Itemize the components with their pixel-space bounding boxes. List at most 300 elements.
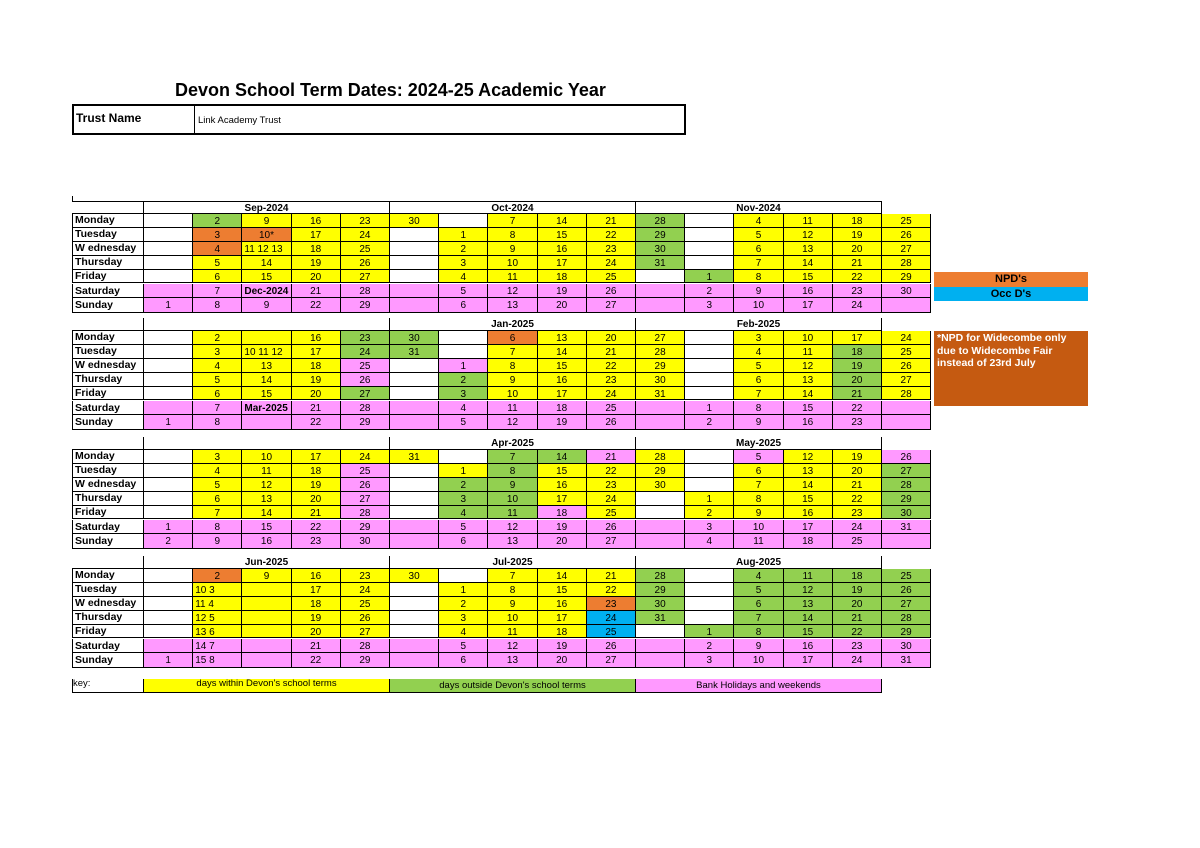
calendar-day-number: 8 [509,465,516,477]
day-label: W ednesday [72,597,144,611]
calendar-day-cell [784,506,833,520]
calendar-day-cell [833,534,882,549]
calendar-day-number: 20 [556,300,568,312]
calendar-day-cell [685,373,734,387]
calendar-day-cell [242,653,291,668]
calendar-day-cell [242,270,291,284]
day-label: W ednesday [72,359,144,373]
calendar-day-cell [390,242,439,256]
calendar-day-number: 27 [359,493,371,505]
calendar-day-cell [734,625,783,639]
calendar-day-number: 21 [310,402,322,414]
calendar-day-number: 1 [460,584,467,596]
calendar-day-number: 2 [460,479,467,491]
calendar-day-cell [193,534,242,549]
calendar-day-number: 10 [752,521,765,533]
calendar-day-number: 10 [260,452,273,463]
calendar-day-cell [488,506,537,520]
calendar-day-cell [242,534,291,549]
month-header: Jul-2025 [390,556,636,569]
calendar-day-cell [538,597,587,611]
calendar-day-cell [538,464,587,478]
calendar-day-cell [341,298,390,313]
calendar-day-number: 24 [900,333,912,344]
calendar-day-cell [488,478,537,492]
calendar-day-number: 22 [605,584,617,596]
calendar-day-number: 15 [802,493,814,505]
calendar-day-number: 11 [261,465,272,477]
calendar-day-number: 14 [556,571,568,582]
calendar-day-cell [488,359,537,373]
calendar-day-cell [390,228,439,242]
calendar-day-cell [538,387,587,401]
calendar-day-number: 11 [753,536,764,548]
calendar-day-number: 25 [359,598,371,610]
calendar-day-number: 8 [755,402,762,414]
calendar-day-cell [784,284,833,299]
calendar-day-number: 21 [851,612,863,624]
calendar-day-cell [242,298,291,313]
calendar-day-number: 14 [802,388,814,400]
calendar-day-cell [144,520,193,535]
calendar-day-cell [587,242,636,256]
calendar-day-cell [341,242,390,256]
calendar-day-number: 17 [556,257,568,269]
calendar-day-cell [242,611,291,625]
calendar-day-number: 19 [310,257,322,269]
calendar-day-number: 29 [359,521,371,533]
calendar-day-number: 25 [605,271,617,283]
calendar-day-cell [439,256,488,270]
calendar-day-number: 3 [706,521,713,533]
key-label: key: [72,679,144,693]
calendar-day-number: 19 [310,479,322,491]
calendar-day-cell [685,506,734,520]
calendar-day-number: 2 [214,333,221,344]
calendar-day-cell [784,359,833,373]
calendar-day-number: 4 [755,216,762,227]
calendar-day-number: 24 [851,655,863,667]
calendar-day-number: 24 [605,612,617,624]
calendar-day-number: 27 [900,465,912,477]
calendar-day-cell [488,298,537,313]
calendar-day-cell [685,228,734,242]
calendar-day-cell [636,387,685,401]
calendar-day-cell [734,492,783,506]
calendar-day-cell [193,242,242,256]
calendar-day-cell [193,270,242,284]
calendar-day-number: 7 [214,402,221,414]
calendar-day-number: 8 [214,521,221,533]
calendar-day-number: 26 [605,521,617,533]
calendar-day-number: 3 [460,388,467,400]
calendar-day-cell [341,270,390,284]
calendar-day-number: 14 [260,374,273,386]
calendar-day-number: 23 [605,598,617,610]
calendar-day-cell [784,534,833,549]
calendar-day-number: 28 [900,479,912,491]
calendar-day-cell [636,228,685,242]
calendar-day-cell [144,534,193,549]
calendar-day-cell [538,492,587,506]
calendar-day-cell [882,387,931,401]
calendar-day-cell [685,625,734,639]
calendar-day-number: 20 [556,536,568,548]
calendar-day-number: 20 [851,243,863,255]
calendar-day-cell [390,583,439,597]
calendar-day-cell [242,464,291,478]
calendar-day-number: 16 [310,216,322,227]
month-header: Jun-2025 [144,556,390,569]
calendar-day-cell [587,270,636,284]
calendar-day-cell [734,415,783,430]
calendar-day-cell [636,534,685,549]
calendar-day-cell [734,534,783,549]
calendar-day-cell [193,387,242,401]
calendar-day-number: 13 [802,465,814,477]
calendar-day-cell [882,256,931,270]
trust-name-label: Trust Name [76,111,142,125]
calendar-day-number: 19 [310,374,322,386]
calendar-day-number: 29 [654,229,666,241]
calendar-day-number: 2 [706,417,713,429]
calendar-day-cell [784,450,833,464]
calendar-day-number: 24 [605,257,617,269]
calendar-day-cell [193,625,242,639]
calendar-day-cell [734,345,783,359]
calendar-day-cell [882,625,931,639]
calendar-day-cell [439,387,488,401]
calendar-day-number: 19 [556,640,568,652]
calendar-day-cell [784,625,833,639]
calendar-day-number: 28 [654,571,666,582]
calendar-day-number: 1 [165,300,171,312]
calendar-day-cell [538,256,587,270]
calendar-day-cell [587,373,636,387]
calendar-day-cell [488,373,537,387]
calendar-day-number: 2 [460,374,467,386]
calendar-day-cell [390,387,439,401]
calendar-day-number: 26 [359,612,371,624]
calendar-day-number: 22 [851,626,863,638]
calendar-day-number: 26 [900,452,912,463]
calendar-day-cell [833,611,882,625]
calendar-day-cell [292,569,341,583]
month-header [144,437,390,450]
calendar-day-cell [587,345,636,359]
calendar-day-cell [636,520,685,535]
calendar-day-cell [587,611,636,625]
calendar-day-number: 10 3 [195,584,215,596]
calendar-day-number: 20 [851,465,863,477]
calendar-day-number: 24 [605,388,617,400]
calendar-day-cell [439,359,488,373]
calendar-day-cell [685,401,734,416]
calendar-day-number: 5 [214,374,221,386]
calendar-day-cell [390,298,439,313]
calendar-day-number: 18 [556,402,568,414]
calendar-day-number: 20 [310,388,322,400]
calendar-day-cell [882,345,931,359]
calendar-day-number: 28 [359,402,371,414]
month-header: Oct-2024 [390,201,636,214]
calendar-day-cell [636,415,685,430]
calendar-day-cell [488,415,537,430]
calendar-day-number: 17 [310,584,322,596]
calendar-day-cell [882,415,931,430]
calendar-day-cell [784,387,833,401]
calendar-day-cell [144,214,193,228]
calendar-day-number: 17 [802,655,814,667]
calendar-day-number: 10 [506,388,519,400]
day-label: Saturday [72,284,144,299]
calendar-day-number: 13 [260,360,273,372]
calendar-day-cell [538,583,587,597]
calendar-day-cell [292,387,341,401]
calendar-day-cell [636,345,685,359]
calendar-day-number: 3 [460,493,467,505]
day-label: Monday [72,331,144,345]
calendar-day-number: 7 [755,257,762,269]
calendar-day-cell [587,478,636,492]
calendar-day-cell [784,653,833,668]
calendar-day-cell [488,534,537,549]
calendar-day-number: 7 [755,479,762,491]
calendar-day-cell [734,653,783,668]
calendar-day-number: 15 [556,465,568,477]
calendar-day-number: 1 [706,626,713,638]
day-label: Saturday [72,639,144,654]
calendar-day-number: 29 [654,360,666,372]
calendar-day-cell [636,639,685,654]
calendar-day-cell [242,478,291,492]
day-label: Friday [72,506,144,520]
calendar-day-cell [292,653,341,668]
calendar-day-cell [833,228,882,242]
day-label: Monday [72,214,144,228]
calendar-day-number: 11 12 13 [244,243,283,255]
calendar-day-number: 2 [460,598,467,610]
calendar-day-cell [587,583,636,597]
calendar-day-number: 25 [605,402,617,414]
calendar-day-cell [784,401,833,416]
calendar-day-number: 13 [506,300,519,312]
calendar-day-cell [242,520,291,535]
calendar-day-number: 16 [802,285,814,297]
calendar-day-cell [439,331,488,345]
calendar-day-cell [488,256,537,270]
calendar-day-number: 31 [408,346,420,358]
calendar-day-cell [193,359,242,373]
calendar-day-number: 19 [851,452,863,463]
calendar-day-number: 30 [359,536,371,548]
calendar-day-number: 5 [460,285,467,297]
calendar-day-cell [734,450,783,464]
calendar-day-cell [784,639,833,654]
calendar-day-number: 25 [900,346,912,358]
calendar-day-cell [292,520,341,535]
day-label: Sunday [72,298,144,313]
day-label: Tuesday [72,345,144,359]
calendar-day-number: 31 [408,452,420,463]
calendar-day-number: 2 [165,536,171,548]
block-header-spacer [72,201,144,214]
calendar-day-number: 21 [851,388,863,400]
calendar-day-cell [341,359,390,373]
calendar-day-cell [636,625,685,639]
calendar-day-cell [292,506,341,520]
calendar-day-number: 23 [359,571,371,582]
calendar-day-cell [833,373,882,387]
calendar-day-number: 2 [214,571,221,582]
calendar-day-cell [833,478,882,492]
key-holidays: Bank Holidays and weekends [636,679,882,693]
calendar-day-number: 10 [752,300,765,312]
calendar-day-cell [439,583,488,597]
calendar-day-cell [685,345,734,359]
calendar-day-cell [488,611,537,625]
calendar-day-number: 7 [509,216,516,227]
calendar-day-cell [685,520,734,535]
calendar-day-cell [242,415,291,430]
calendar-day-number: 8 [755,493,762,505]
calendar-day-cell [734,401,783,416]
calendar-day-cell [242,625,291,639]
calendar-day-number: 10 [506,257,519,269]
calendar-day-cell [439,214,488,228]
calendar-day-cell [390,345,439,359]
calendar-day-cell [144,450,193,464]
calendar-day-cell [193,298,242,313]
calendar-day-number: 3 [460,612,467,624]
calendar-day-cell [439,653,488,668]
calendar-day-number: 15 [556,360,568,372]
calendar-day-cell [882,583,931,597]
calendar-day-cell [341,331,390,345]
calendar-day-number: 18 [802,536,814,548]
calendar-day-number: 1 [460,360,467,372]
calendar-day-cell [242,583,291,597]
calendar-day-number: 15 [802,626,814,638]
calendar-day-number: 20 [605,333,617,344]
day-label: W ednesday [72,242,144,256]
calendar-day-number: 19 [556,521,568,533]
calendar-day-cell [734,270,783,284]
calendar-day-number: 8 [755,626,762,638]
calendar-day-number: 7 [509,452,516,463]
calendar-day-number: 14 [802,257,814,269]
calendar-day-cell [538,415,587,430]
calendar-day-cell [636,597,685,611]
calendar-day-cell [882,331,931,345]
calendar-day-cell [636,492,685,506]
calendar-day-number: 10* [258,229,274,241]
calendar-day-number: 2 [706,640,713,652]
calendar-day-cell [636,401,685,416]
calendar-day-cell [144,611,193,625]
calendar-day-cell [587,298,636,313]
calendar-day-cell [193,653,242,668]
calendar-day-number: 22 [851,493,863,505]
calendar-day-number: 27 [900,598,912,610]
calendar-day-number: 6 [460,655,467,667]
calendar-day-cell [734,373,783,387]
calendar-day-cell [144,242,193,256]
calendar-day-cell [439,534,488,549]
calendar-day-cell [292,256,341,270]
calendar-day-cell [439,492,488,506]
calendar-day-number: 18 [310,598,322,610]
calendar-day-number: 17 [556,612,568,624]
calendar-day-number: 2 [460,243,467,255]
calendar-day-number: 6 [755,598,762,610]
page-title: Devon School Term Dates: 2024-25 Academic Year [175,80,606,100]
calendar-day-number: 15 [802,271,814,283]
calendar-day-cell [439,478,488,492]
calendar-day-cell [833,506,882,520]
calendar-day-number: 20 [851,598,863,610]
calendar-day-number: 9 [263,571,270,582]
calendar-day-number: 26 [900,584,912,596]
calendar-day-number: 25 [900,216,912,227]
calendar-day-cell [784,345,833,359]
calendar-day-number: 13 [260,493,273,505]
calendar-day-number: 30 [900,285,912,297]
calendar-day-number: 9 [509,374,516,386]
calendar-day-cell [242,401,291,416]
calendar-day-cell [390,611,439,625]
calendar-day-number: 8 [509,360,516,372]
calendar-day-number: 16 [556,243,568,255]
calendar-day-cell [636,373,685,387]
calendar-day-number: 11 [507,402,518,414]
calendar-day-number: 23 [851,285,863,297]
calendar-day-cell [636,450,685,464]
day-label: Sunday [72,534,144,549]
calendar-day-cell [242,597,291,611]
calendar-day-cell [784,464,833,478]
calendar-day-number: 15 [802,402,814,414]
calendar-day-cell [784,597,833,611]
calendar-day-number: 7 [509,346,516,358]
calendar-day-cell [882,597,931,611]
calendar-day-cell [341,583,390,597]
calendar-day-cell [538,228,587,242]
day-label: Friday [72,387,144,401]
calendar-day-number: 23 [359,216,371,227]
calendar-day-number: 9 [509,479,516,491]
calendar-day-cell [193,583,242,597]
calendar-day-number: 25 [359,465,371,477]
calendar-day-cell [242,228,291,242]
calendar-day-number: 23 [359,333,371,344]
calendar-day-cell [341,653,390,668]
calendar-day-number: 25 [605,626,617,638]
day-label: Saturday [72,401,144,416]
calendar-day-number: 24 [359,346,371,358]
calendar-day-cell [292,242,341,256]
calendar-day-number: 29 [359,417,371,429]
calendar-day-number: 27 [359,626,371,638]
calendar-day-number: 13 [802,243,814,255]
calendar-day-cell [538,520,587,535]
calendar-day-cell [882,401,931,416]
calendar-day-cell [390,256,439,270]
calendar-day-cell [193,597,242,611]
calendar-day-number: 1 [460,229,467,241]
day-label: Friday [72,625,144,639]
calendar-day-cell [784,242,833,256]
